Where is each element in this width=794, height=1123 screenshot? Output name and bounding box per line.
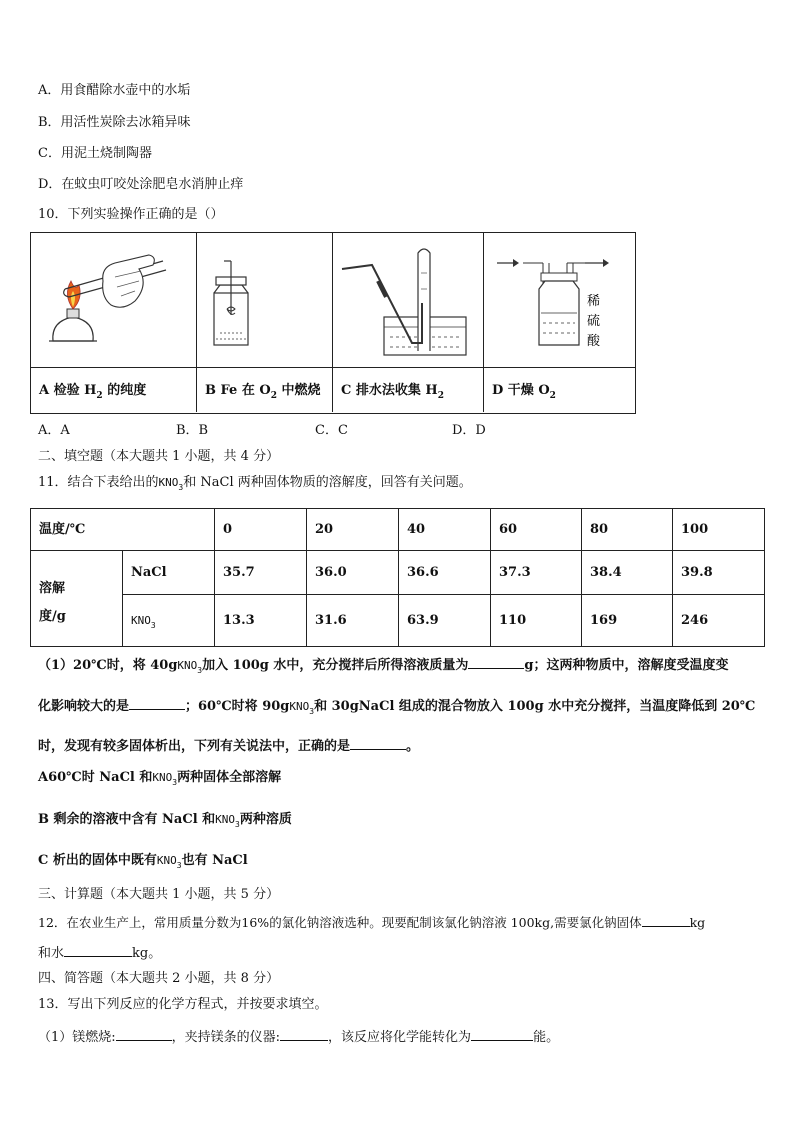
nacl-20: 36.0 (307, 551, 399, 595)
figure-a-cell (31, 233, 197, 367)
alcohol-lamp-test-tube-figure (31, 233, 196, 367)
q10-answer-b: B．B (176, 423, 209, 438)
answer-blank-nacl-mass[interactable] (642, 914, 690, 927)
figure-c-cell (332, 233, 484, 367)
acid-label-2: 硫 (587, 314, 601, 329)
q9-option-d: D．在蚊虫叮咬处涂肥皂水消肿止痒 (38, 177, 244, 192)
q10-answer-a: A．A (38, 423, 70, 438)
q10-experiment-table (30, 232, 636, 414)
kno3-formula: $KNO_3$ (158, 476, 184, 492)
section-2-heading: 二、填空题（本大题共 1 小题，共 4 分） (38, 449, 280, 464)
q9-option-b: B．用活性炭除去冰箱异味 (38, 115, 191, 130)
caption-a: A 检验 $H_2$ 的纯度 (31, 367, 197, 412)
q11-part1-line2: 化影响较大的是 ；60℃时将 90gKNO$_3$和 30gNaCl 组成的混合物放入 100g 水中充分搅拌，当温度降低到 20℃ (38, 699, 756, 716)
q12-line1: 12．在农业生产上，常用质量分数为16%的氯化钠溶液选种。现要配制该氯化钠溶液 100kg,需要氯化钠固体 kg (38, 915, 706, 930)
answer-blank-choice[interactable] (350, 737, 406, 750)
kno3-100: 246 (681, 613, 709, 628)
temp-80: 80 (582, 509, 673, 551)
q10-answer-d: D．D (452, 423, 486, 438)
temp-20: 20 (307, 509, 399, 551)
section-3-heading: 三、计算题（本大题共 1 小题，共 5 分） (38, 887, 280, 902)
temp-40: 40 (399, 509, 491, 551)
nacl-0: 35.7 (215, 551, 307, 595)
figure-d-cell (483, 233, 634, 367)
nacl-label: NaCl (123, 551, 215, 595)
kno3-20: 31.6 (307, 595, 399, 646)
temp-60: 60 (491, 509, 582, 551)
acid-label-1: 稀 (587, 294, 601, 309)
answer-blank-energy[interactable] (471, 1028, 533, 1041)
temp-100: 100 (673, 509, 764, 551)
q13-part1: （1）镁燃烧: ，夹持镁条的仪器: ，该反应将化学能转化为 能。 (38, 1030, 560, 1045)
answer-blank-solution-mass[interactable] (468, 656, 524, 669)
caption-b: B Fe 在 $O_2$ 中燃烧 (197, 367, 333, 412)
nacl-100: 39.8 (673, 551, 764, 595)
q11-stem: 11．结合下表给出的$KNO_3$和 NaCl 两种固体物质的溶解度，回答有关问题。 (38, 475, 472, 492)
q10-answer-c: C．C (315, 423, 348, 438)
iron-in-oxygen-jar-figure (196, 233, 332, 367)
answer-blank-substance[interactable] (129, 697, 185, 710)
nacl-80: 38.4 (582, 551, 673, 595)
q12-line2: 和水 kg。 (38, 946, 162, 961)
gas-washing-bottle-figure (483, 233, 634, 367)
kno3-0: 13.3 (215, 595, 307, 646)
acid-label-3: 酸 (587, 334, 601, 349)
solubility-table (30, 508, 765, 647)
caption-c: C 排水法收集 $H_2$ (333, 367, 484, 412)
solubility-row-label: 溶解 度/g (31, 551, 123, 646)
temp-0: 0 (215, 509, 307, 551)
answer-blank-instrument[interactable] (280, 1028, 328, 1041)
temp-header: 温度/℃ (31, 509, 215, 551)
q10-stem: 10．下列实验操作正确的是（） (38, 207, 224, 222)
q9-option-a: A．用食醋除水壶中的水垢 (38, 83, 191, 98)
nacl-40: 36.6 (399, 551, 491, 595)
q11-option-a: A60℃时 NaCl 和$KNO_3$两种固体全部溶解 (38, 770, 282, 787)
section-4-heading: 四、简答题（本大题共 2 小题，共 8 分） (38, 971, 280, 986)
q11-part1-line1: （1）20℃时，将 40gKNO$_3$加入 100g 水中，充分搅拌后所得溶液质量为 g；这两种物质中，溶解度受温度变 (38, 658, 729, 675)
q11-part1-line3: 时，发现有较多固体析出，下列有关说法中，正确的是 。 (38, 739, 420, 754)
q13-stem: 13．写出下列反应的化学方程式，并按要求填空。 (38, 997, 328, 1012)
kno3-80: 169 (582, 595, 673, 646)
caption-d: D 干燥 $O_2$ (484, 367, 635, 412)
kno3-60: 110 (491, 595, 582, 646)
q11-option-c: C 析出的固体中既有$KNO_3$也有 NaCl (38, 853, 248, 870)
figure-b-cell (196, 233, 333, 367)
answer-blank-equation[interactable] (116, 1028, 172, 1041)
water-displacement-collection-figure (332, 233, 483, 367)
q11-option-b: B 剩余的溶液中含有 NaCl 和$KNO_3$两种溶质 (38, 812, 292, 829)
answer-blank-water-mass[interactable] (64, 944, 132, 957)
nacl-60: 37.3 (491, 551, 582, 595)
q9-option-c: C．用泥土烧制陶器 (38, 146, 152, 161)
kno3-40: 63.9 (399, 595, 491, 646)
kno3-label: $KNO_3$ (123, 595, 215, 646)
